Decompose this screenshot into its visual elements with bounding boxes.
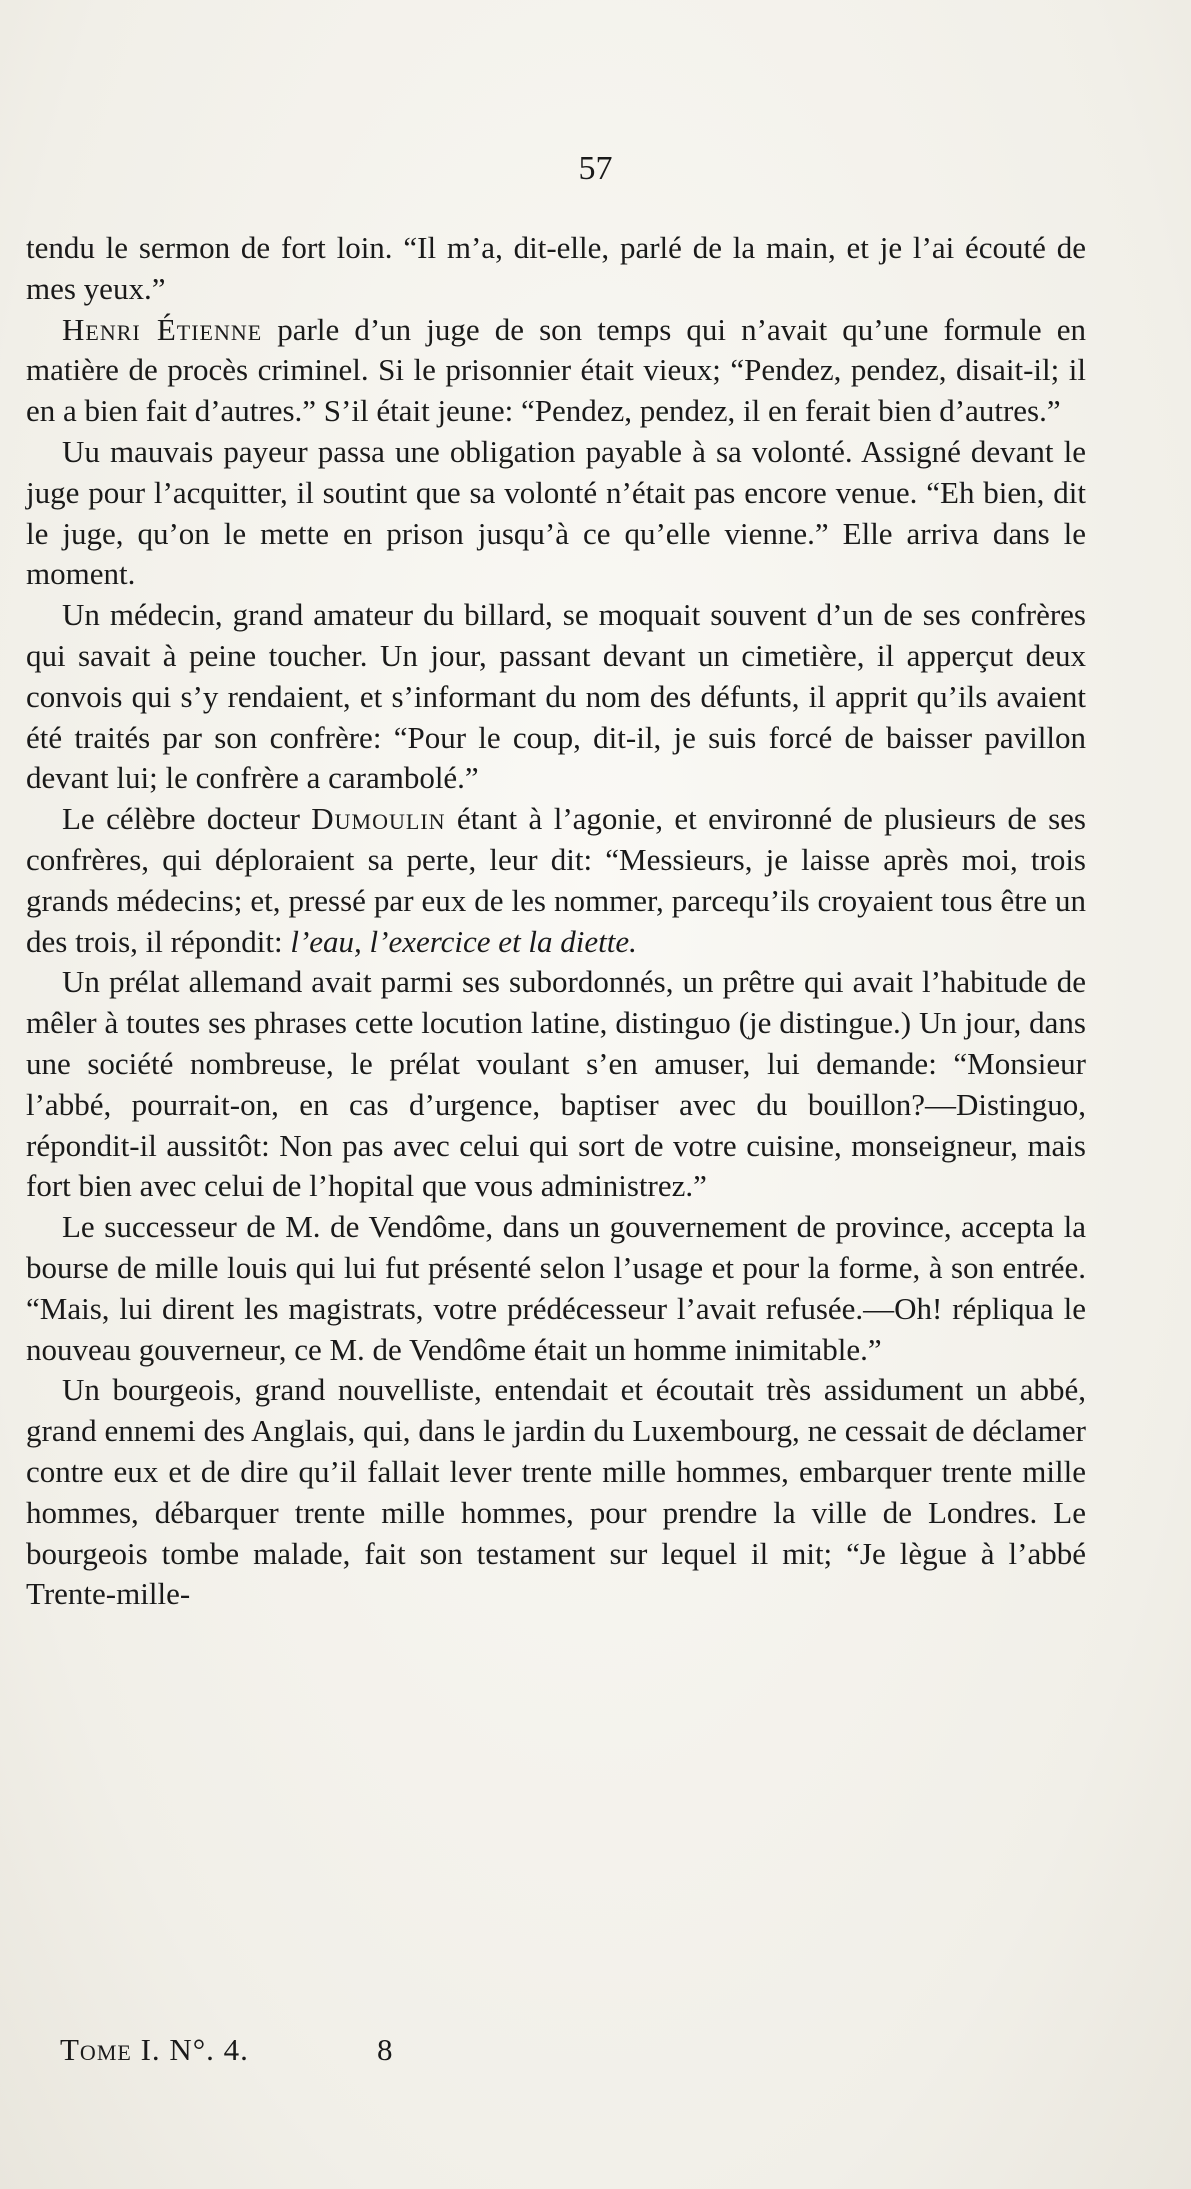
paragraph-prelat: Un prélat allemand avait parmi ses subordonnés, un prêtre qui avait l’habitude de mêler à toutes ses phrases cette locution latine, distinguo (je distingue.) Un jour, dans une société nombreuse, le prélat voulant s’en amuser, lui demande: “Monsieur l’abbé, pourrait-on, en cas d’urgence, baptiser avec du bouillon?—Distinguo, répondit-il aussitôt: Non pas avec celui qui sort de votre cuisine, monseigneur, mais fort bien avec celui de l’hopital que vous administrez.” <box>26 964 1086 1204</box>
paragraph-etienne-text: parle d’un juge de son temps qui n’avait qu’une formule en matière de procès criminel. Si le prisonnier était vieux; “Pendez, pendez, disait-il; il en a bien fait d’autres.” S’il était jeune: “Pendez, pendez, il en ferait bien d’autres.” <box>26 311 1086 429</box>
paragraph-etienne <box>26 310 1086 432</box>
dumoulin-text: étant à l’agonie, et environné de plusieurs de ses confrères, qui déploraient sa perte, leur dit: “Messieurs, je laisse après moi, trois grands médecins; et, pressé par eux de les nommer, parcequ’ils croyaient tous être un des trois, il répondit: <box>26 801 1086 959</box>
doctor-name: Dumoulin <box>311 801 446 837</box>
paragraph-medecin: Un médecin, grand amateur du billard, se moquait souvent d’un de ses confrères qui savait à peine toucher. Un jour, passant devant un cimetière, il apperçut deux convois qui s’y rendaient, et s’informant du nom des défunts, il apprit qu’ils avaient été traités par son confrère: “Pour le coup, dit-il, je suis forcé de baisser pavillon devant lui; le confrère a carambolé.” <box>26 597 1086 796</box>
page-number: 57 <box>578 150 613 187</box>
dumoulin-answer: l’eau, l’exercice et la diette. <box>290 923 637 959</box>
dumoulin-lead: Le célèbre docteur <box>62 801 312 837</box>
body-text <box>26 228 1086 1615</box>
paragraph-bourgeois: Un bourgeois, grand nouvelliste, entendait et écoutait très assidument un abbé, grand ennemi des Anglais, qui, dans le jardin du Luxembourg, ne cessait de déclamer contre eux et de dire qu’il fallait lever trente mille hommes, embarquer trente mille hommes, débarquer trente mille hommes, pour prendre la ville de Londres. Le bourgeois tombe malade, fait son testament sur lequel il mit; “Je lègue à l’abbé Trente-mille- <box>26 1372 1086 1612</box>
paragraph-vendome: Le successeur de M. de Vendôme, dans un gouvernement de province, accepta la bourse de mille louis qui lui fut présenté selon l’usage et pour la forme, à son entrée. “Mais, lui dirent les magistrats, votre prédécesseur l’avait refusée.—Oh! répliqua le nouveau gouverneur, ce M. de Vendôme était un homme inimitable.” <box>26 1209 1086 1367</box>
author-name: Henri Étienne <box>62 311 263 347</box>
paragraph-sermon: tendu le sermon de fort loin. “Il m’a, dit-elle, parlé de la main, et je l’ai écouté de mes yeux.” <box>26 230 1086 306</box>
paragraph-dumoulin <box>26 799 1086 962</box>
signature-mark: 8 <box>376 2032 393 2067</box>
paragraph-payeur: Uu mauvais payeur passa une obligation payable à sa volonté. Assigné devant le juge pour l’acquitter, il soutint que sa volonté n’était pas encore venue. “Eh bien, dit le juge, qu’on le mette en prison jusqu’à ce qu’elle vienne.” Elle arriva dans le moment. <box>26 433 1086 592</box>
volume-label: Tome I. N°. 4. <box>60 2032 249 2067</box>
page-footer <box>60 2032 760 2068</box>
